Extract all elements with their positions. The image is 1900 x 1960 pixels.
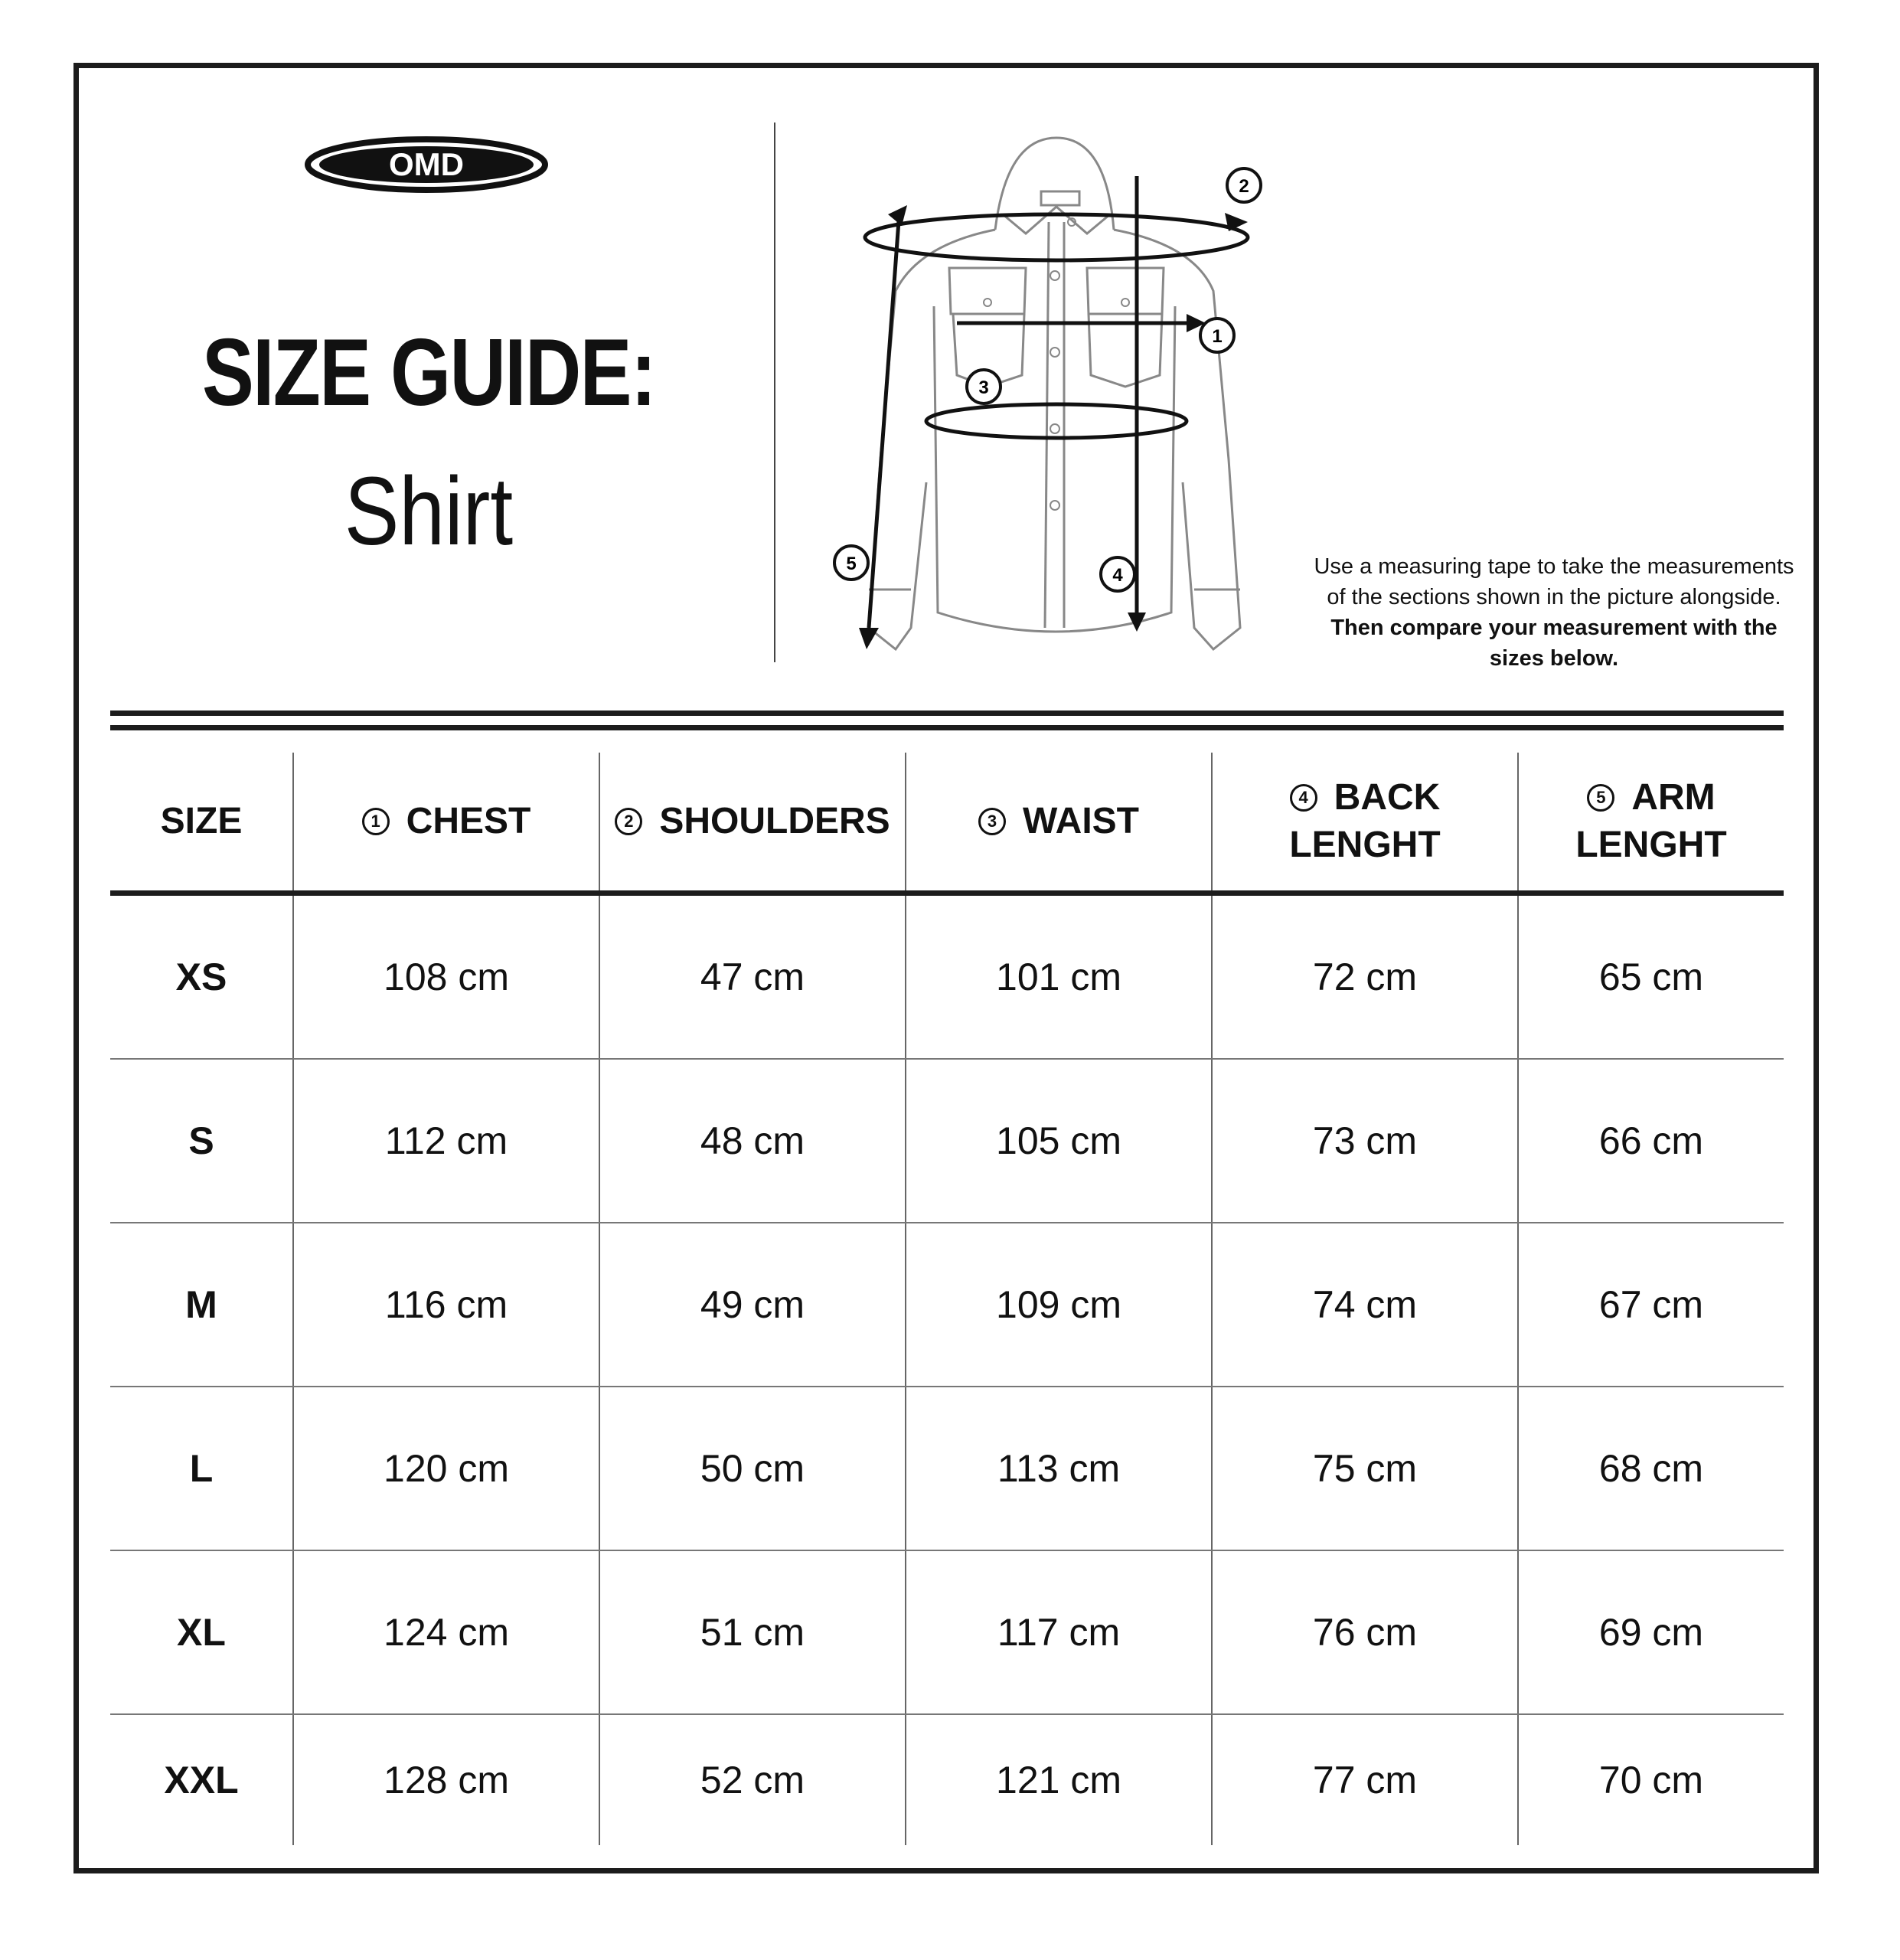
chest-cell: 108 cm (292, 896, 599, 1058)
instructions-line-4: sizes below. (1489, 646, 1619, 671)
marker-4-icon (1101, 557, 1134, 591)
table-row (110, 1551, 1784, 1715)
chest-cell: 128 cm (292, 1715, 599, 1845)
chest-cell: 120 cm (292, 1387, 599, 1550)
waist-cell: 101 cm (905, 896, 1211, 1058)
instructions-line-3: Then compare your measurement with the (1330, 616, 1778, 640)
header-size: SIZE (160, 801, 243, 841)
section-rule-top (110, 710, 1784, 716)
number-4-icon: 4 (1290, 784, 1317, 812)
size-table (110, 753, 1784, 1845)
back-length-cell: 76 cm (1211, 1551, 1517, 1713)
marker-3-icon (967, 370, 1001, 403)
waist-cell: 113 cm (905, 1387, 1211, 1550)
page-title: SIZE GUIDE: (201, 320, 656, 426)
marker-5-icon (834, 546, 868, 580)
shoulders-cell: 47 cm (599, 896, 905, 1058)
header-back-length: 4 BACK LENGHT (1211, 753, 1517, 890)
marker-1-icon (1200, 318, 1234, 352)
table-row (110, 1223, 1784, 1387)
arm-length-cell: 70 cm (1517, 1715, 1784, 1845)
back-length-cell: 73 cm (1211, 1060, 1517, 1222)
size-cell: XS (175, 956, 227, 998)
shoulders-cell: 48 cm (599, 1060, 905, 1222)
instructions-text (1301, 551, 1807, 674)
shoulders-cell: 52 cm (599, 1715, 905, 1845)
back-length-cell: 72 cm (1211, 896, 1517, 1058)
shoulders-cell: 49 cm (599, 1223, 905, 1386)
header-chest: 1 CHEST (292, 753, 599, 890)
instructions-line-1: Use a measuring tape to take the measurements (1314, 554, 1794, 579)
page-subtitle: Shirt (344, 457, 514, 565)
size-cell: M (185, 1283, 217, 1326)
back-length-cell: 77 cm (1211, 1715, 1517, 1845)
svg-text:5: 5 (846, 554, 857, 574)
arm-length-cell: 65 cm (1517, 896, 1784, 1058)
arm-length-cell: 69 cm (1517, 1551, 1784, 1713)
chest-cell: 124 cm (292, 1551, 599, 1713)
back-length-cell: 74 cm (1211, 1223, 1517, 1386)
arm-length-cell: 68 cm (1517, 1387, 1784, 1550)
chest-cell: 112 cm (292, 1060, 599, 1222)
svg-text:1: 1 (1212, 326, 1223, 347)
table-header (110, 753, 1784, 890)
instructions-line-2: of the sections shown in the picture alongside. (1327, 585, 1781, 609)
table-row (110, 1715, 1784, 1845)
waist-cell: 105 cm (905, 1060, 1211, 1222)
shirt-diagram (811, 122, 1301, 658)
number-3-icon: 3 (978, 808, 1006, 835)
svg-text:3: 3 (978, 377, 989, 398)
header-divider (774, 122, 775, 662)
arm-length-cell: 67 cm (1517, 1223, 1784, 1386)
table-row (110, 1387, 1784, 1551)
chest-cell: 116 cm (292, 1223, 599, 1386)
size-cell: XL (177, 1611, 226, 1654)
logo-text: OMD (389, 146, 464, 182)
header-rule (110, 890, 1784, 896)
table-row (110, 1060, 1784, 1223)
section-rule-bottom (110, 725, 1784, 730)
header-arm-length: 5 ARM LENGHT (1517, 753, 1784, 890)
waist-cell: 117 cm (905, 1551, 1211, 1713)
omd-logo (305, 136, 548, 193)
number-1-icon: 1 (362, 808, 390, 835)
number-2-icon: 2 (615, 808, 642, 835)
table-body (110, 896, 1784, 1845)
size-cell: S (188, 1119, 214, 1162)
svg-text:2: 2 (1239, 176, 1249, 197)
header-shoulders: 2 SHOULDERS (599, 753, 905, 890)
svg-text:4: 4 (1112, 565, 1123, 586)
shoulders-cell: 50 cm (599, 1387, 905, 1550)
shoulders-cell: 51 cm (599, 1551, 905, 1713)
header-waist: 3 WAIST (905, 753, 1211, 890)
size-cell: XXL (164, 1759, 239, 1802)
arm-length-cell: 66 cm (1517, 1060, 1784, 1222)
number-5-icon: 5 (1587, 784, 1614, 812)
table-row (110, 896, 1784, 1060)
back-length-cell: 75 cm (1211, 1387, 1517, 1550)
marker-2-icon (1227, 168, 1261, 202)
size-cell: L (189, 1447, 214, 1490)
waist-cell: 109 cm (905, 1223, 1211, 1386)
waist-cell: 121 cm (905, 1715, 1211, 1845)
